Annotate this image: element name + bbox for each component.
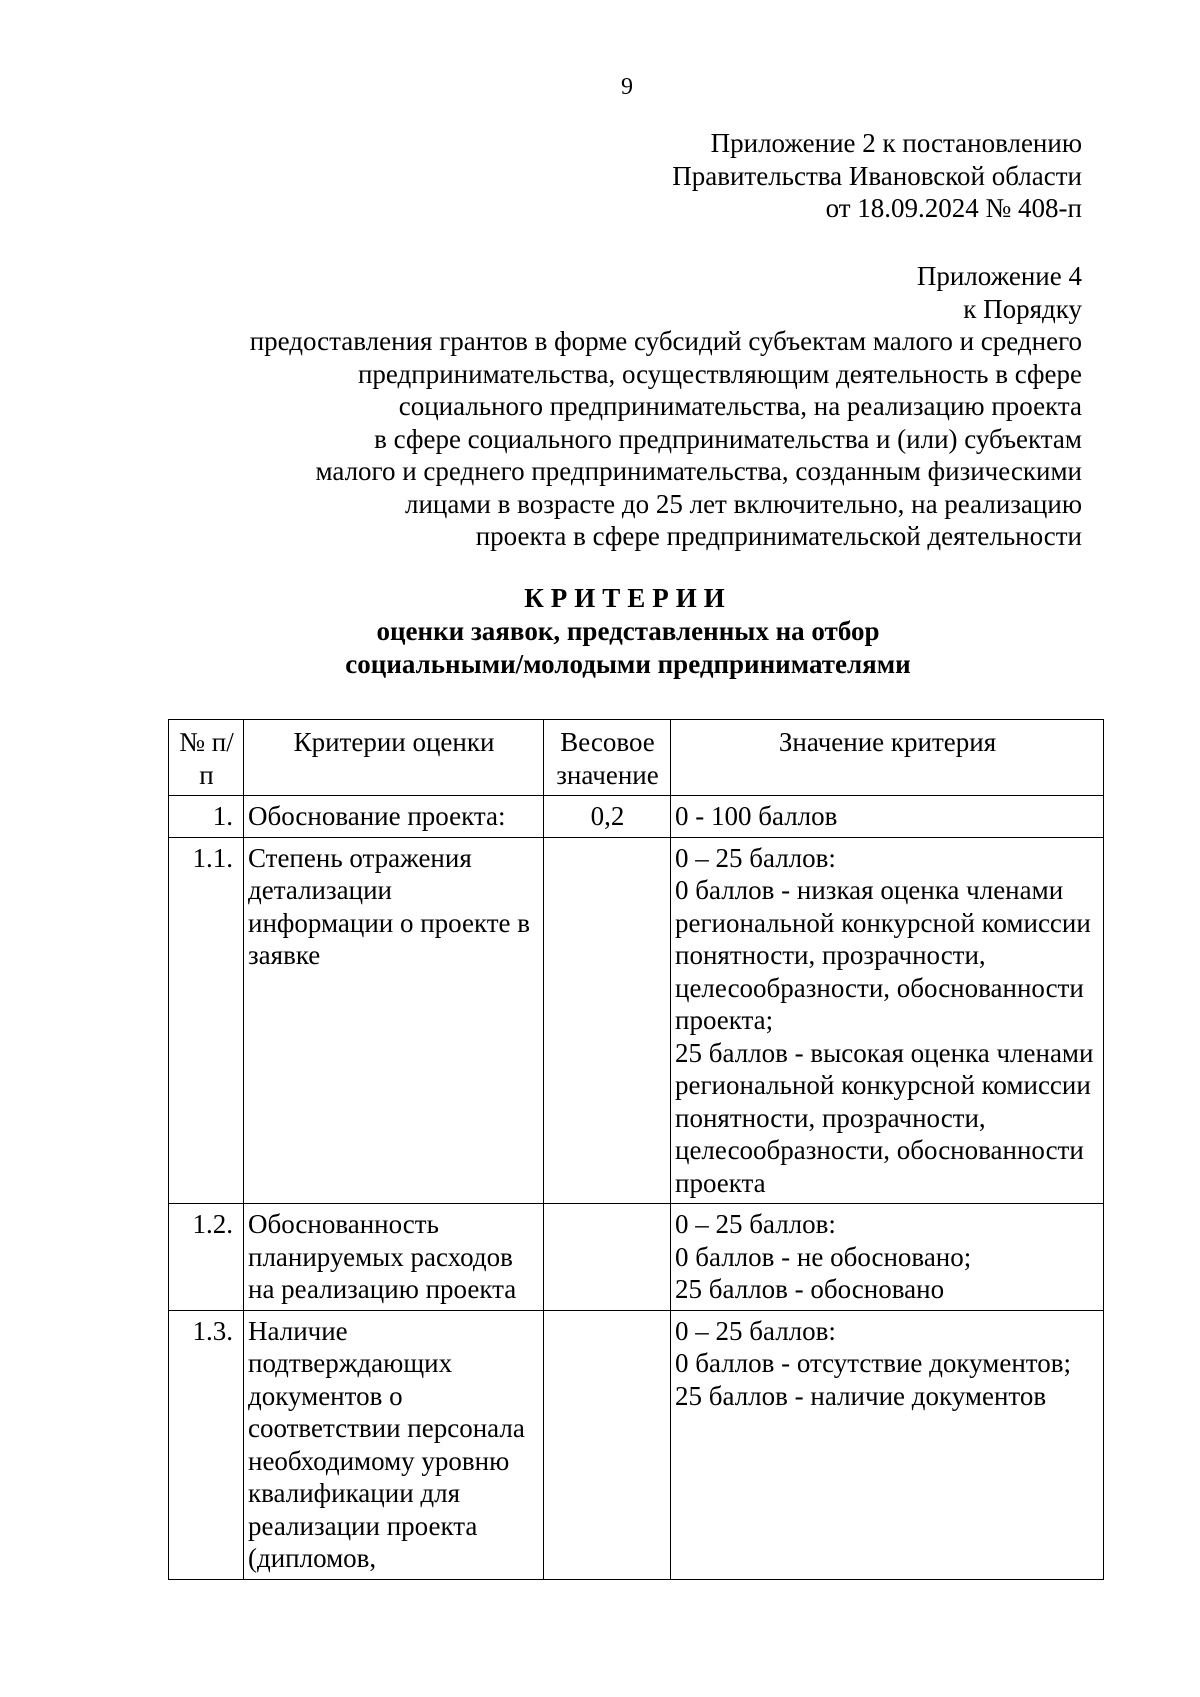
value-line: 0 - 100 баллов: [675, 801, 838, 831]
value-line: 0 – 25 баллов:: [675, 842, 836, 873]
row-criterion: Степень отражения детализации информации о проекте в заявке: [244, 837, 544, 1204]
criteria-heading: [160, 582, 1096, 681]
header-num: № п/п: [169, 720, 244, 796]
heading-subtitle-line: социальными/молодыми предпринимателями: [345, 649, 911, 679]
table-row: [169, 796, 1104, 838]
value-line: 0 баллов - не обосновано;: [675, 1241, 972, 1272]
value-line: 25 баллов - наличие документов: [675, 1380, 1047, 1411]
value-line: 25 баллов - обосновано: [675, 1274, 945, 1304]
row-criterion: Наличие подтверждающих документов о соответствии персонала необходимому уровню квалификации для реализации проекта (дипломов,: [244, 1310, 544, 1579]
row-value: [671, 837, 1104, 1204]
appendix-line: социального предпринимательства, на реализацию проекта: [398, 391, 1082, 421]
row-value: [671, 1310, 1104, 1579]
row-num: 1.1.: [169, 837, 244, 1204]
row-value: [671, 796, 1104, 838]
row-num: 1.: [169, 796, 244, 838]
appendix-line: в сфере социального предпринимательства и (или) субъектам: [374, 423, 1082, 454]
header-value: Значение критерия: [671, 720, 1104, 796]
value-line: 25 баллов - высокая оценка членами региональной конкурсной комиссии понятности, прозрачности, целесообразности, обоснованности проекта: [675, 1037, 1094, 1198]
heading-subtitle-line: оценки заявок, представленных на отбор: [376, 616, 880, 646]
page-number: 9: [621, 74, 633, 100]
header-criterion: Критерии оценки: [244, 720, 544, 796]
appendix-line: к Порядку: [963, 293, 1082, 324]
table-row: [169, 1310, 1104, 1579]
appendix-line: малого и среднего предпринимательства, созданным физическими: [315, 456, 1082, 486]
appendix-line: Правительства Ивановской области: [672, 160, 1082, 191]
appendix-line: предпринимательства, осуществляющим деятельность в сфере: [357, 358, 1082, 389]
row-num: 1.2.: [169, 1204, 244, 1311]
appendix-line: Приложение 2 к постановлению: [710, 128, 1082, 158]
appendix-line: предоставления грантов в форме субсидий субъектам малого и среднего: [249, 326, 1082, 356]
header-weight: Весовое значение: [544, 720, 671, 796]
table-header-row: [169, 720, 1104, 796]
row-weight: [544, 1204, 671, 1311]
value-line: 0 – 25 баллов:: [675, 1315, 836, 1346]
table-row: [169, 1204, 1104, 1311]
row-num: 1.3.: [169, 1310, 244, 1579]
appendix-line: Приложение 4: [916, 261, 1082, 291]
criteria-table: [168, 719, 1104, 1580]
appendix-reference-procedure: [250, 260, 1082, 553]
row-criterion: Обоснованность планируемых расходов на реализацию проекта: [244, 1204, 544, 1311]
table-row: [169, 837, 1104, 1204]
appendix-line: от 18.09.2024 № 408-п: [825, 193, 1082, 223]
value-line: 0 баллов - отсутствие документов;: [675, 1348, 1071, 1378]
row-weight: [544, 1310, 671, 1579]
appendix-reference-resolution: [672, 127, 1082, 225]
row-weight: 0,2: [544, 796, 671, 838]
row-value: [671, 1204, 1104, 1311]
row-criterion: Обоснование проекта:: [244, 796, 544, 838]
appendix-line: проекта в сфере предпринимательской деятельности: [475, 521, 1082, 551]
appendix-line: лицами в возрасте до 25 лет включительно, на реализацию: [404, 488, 1082, 519]
value-line: 0 – 25 баллов:: [675, 1209, 836, 1239]
heading-title: КРИТЕРИИ: [524, 583, 732, 613]
value-line: 0 баллов - низкая оценка членами региональной конкурсной комиссии понятности, прозрачности, целесообразности, обоснованности проекта;: [675, 875, 1091, 1035]
row-weight: [544, 837, 671, 1204]
